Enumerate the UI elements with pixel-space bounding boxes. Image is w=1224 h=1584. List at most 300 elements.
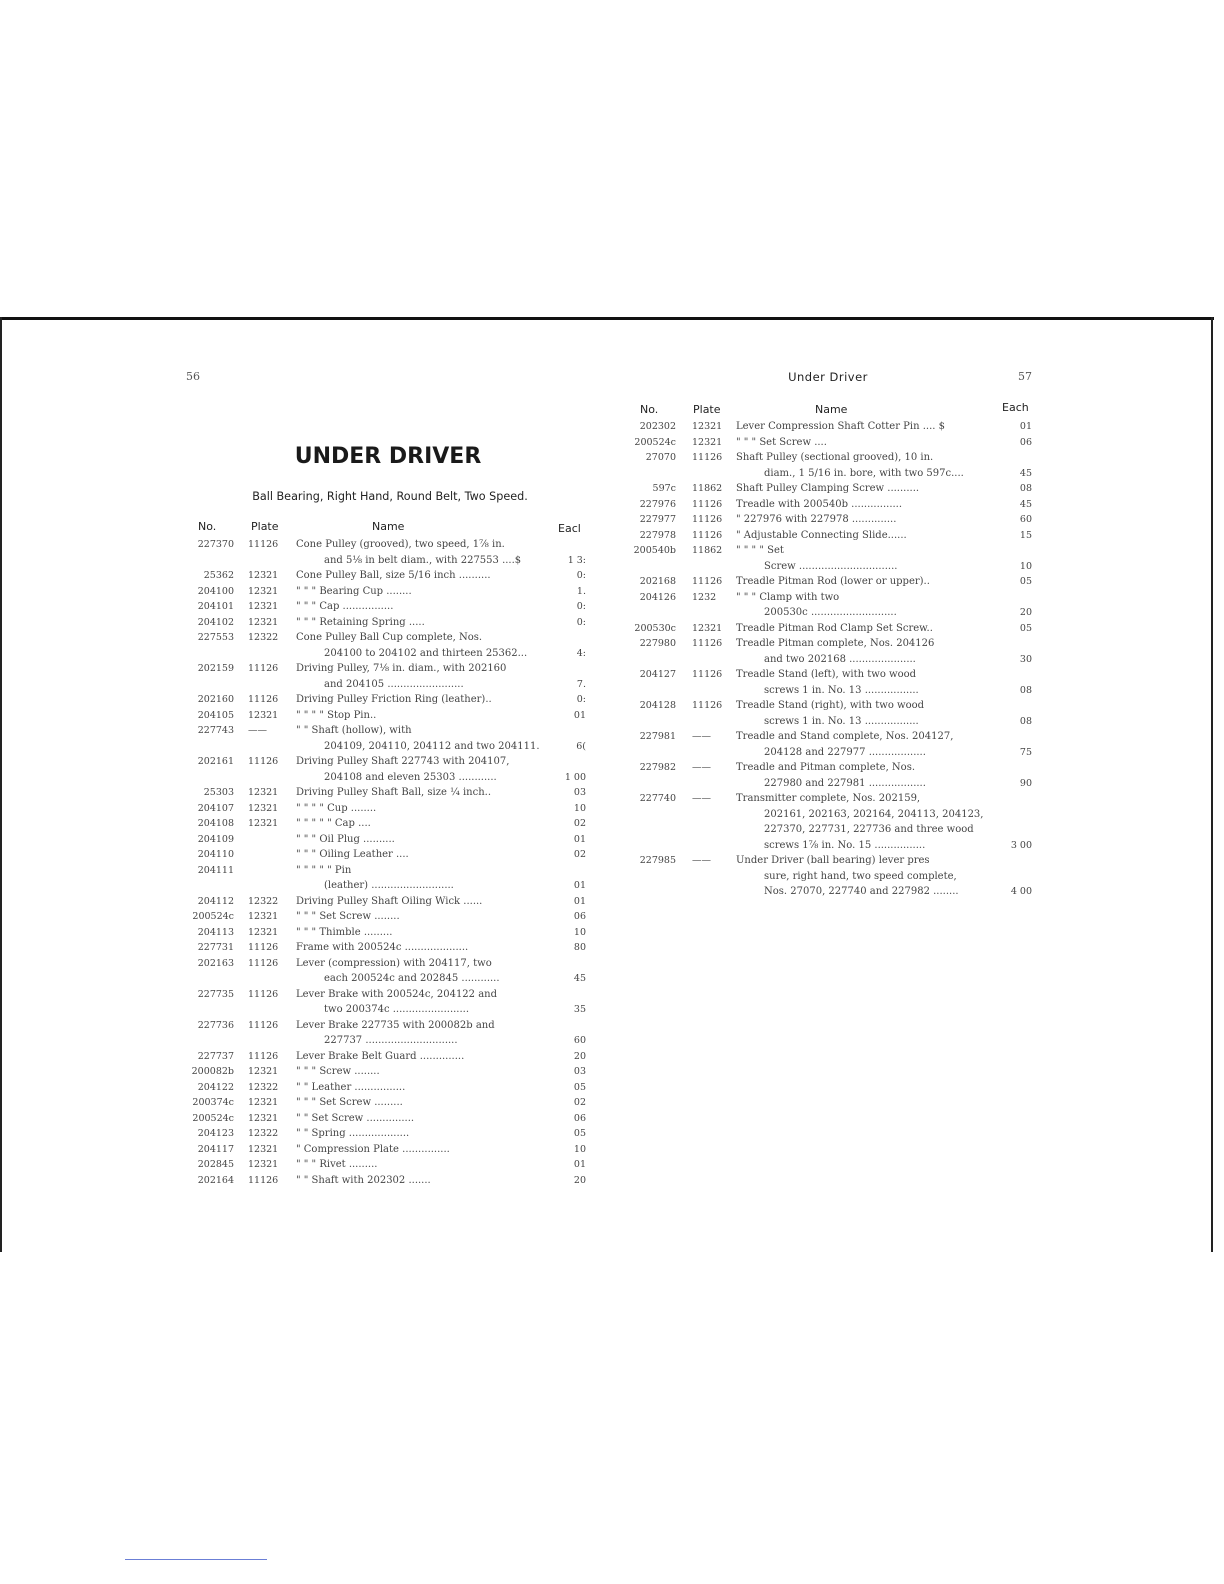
part-number: 25362 (203, 570, 234, 581)
parts-row (190, 1157, 586, 1173)
part-name-line: Treadle Pitman Rod Clamp Set Screw.. (736, 622, 933, 634)
part-name-line: 204108 and eleven 25303 ............ (324, 771, 497, 783)
right-header-plate: Plate (693, 403, 721, 416)
plate-number: 11126 (248, 1019, 279, 1031)
plate-number: 11862 (692, 545, 723, 556)
parts-row (190, 925, 586, 941)
part-price: 01 (1019, 421, 1032, 432)
part-name-line: " " " Oiling Leather .... (296, 849, 409, 860)
part-price: 90 (1019, 777, 1032, 789)
plate-number: 11126 (692, 576, 723, 587)
part-number: 204109 (197, 833, 234, 845)
part-price: 06 (573, 1112, 586, 1124)
plate-number: 12321 (248, 1097, 279, 1108)
parts-row (190, 1142, 586, 1158)
part-price: 02 (573, 849, 586, 860)
part-price: 01 (573, 895, 586, 907)
parts-row (190, 785, 586, 801)
part-price: 10 (1019, 560, 1032, 572)
parts-row (632, 497, 1032, 513)
part-name (736, 512, 992, 528)
part-number: 227976 (639, 498, 676, 510)
plate-number: 11126 (248, 942, 279, 953)
part-price: 60 (1019, 514, 1032, 525)
part-number: 227981 (639, 731, 676, 742)
part-price: 35 (573, 1004, 586, 1015)
part-name (296, 1157, 548, 1173)
parts-row (190, 863, 586, 894)
plate-number: 12322 (248, 1128, 279, 1139)
parts-row (632, 528, 1032, 544)
plate-number: 12321 (248, 709, 279, 721)
plate-number: 12321 (248, 616, 279, 628)
parts-row (190, 940, 586, 956)
part-name (296, 599, 548, 615)
left-header-no: No. (198, 520, 217, 533)
part-number: 202160 (197, 694, 234, 705)
part-name-line: " " " Thimble ......... (296, 926, 393, 938)
right-header-each: Each (1002, 401, 1029, 414)
left-page-number: 56 (186, 370, 200, 383)
plate-number: 11126 (248, 694, 279, 705)
parts-row (632, 450, 1032, 481)
parts-row (190, 1018, 586, 1049)
part-name (296, 909, 548, 925)
part-number: 202302 (639, 421, 676, 432)
page-top-border (0, 317, 1214, 320)
part-price: 45 (1019, 467, 1032, 479)
part-price: 01 (573, 880, 586, 891)
part-price: 02 (573, 1097, 586, 1108)
part-name-line: 204100 to 204102 and thirteen 25362... (324, 647, 528, 659)
parts-row (190, 754, 586, 785)
plate-number: —— (692, 731, 711, 742)
left-header-plate: Plate (251, 520, 279, 533)
part-name (736, 698, 992, 729)
plate-number: 11126 (248, 539, 279, 550)
plate-number: 12321 (692, 622, 723, 634)
part-name (296, 1080, 548, 1096)
part-name (296, 925, 548, 941)
part-price: 4 00 (1010, 886, 1032, 897)
part-name-line: Under Driver (ball bearing) lever pres (736, 855, 930, 866)
plate-number: 11126 (248, 1050, 279, 1062)
part-number: 227977 (639, 514, 676, 525)
part-number: 202164 (197, 1174, 234, 1186)
left-header-each: Eacl (558, 522, 581, 535)
part-name-line: " " " " Set (736, 545, 784, 556)
plate-number: 1232 (692, 591, 717, 603)
part-price: 0: (576, 570, 586, 581)
parts-row (190, 568, 586, 584)
part-name-line: Shaft Pulley Clamping Screw .......... (736, 483, 920, 494)
part-name-line: Lever Brake 227735 with 200082b and (296, 1019, 495, 1031)
part-name-line: Cone Pulley Ball Cup complete, Nos. (296, 632, 483, 643)
part-name-line: " " " " " Cap .... (296, 818, 371, 829)
part-name-line: 227370, 227731, 227736 and three wood (764, 824, 974, 835)
part-name-line: Transmitter complete, Nos. 202159, (736, 793, 921, 804)
parts-row (632, 636, 1032, 667)
part-name-line: 204128 and 227977 .................. (764, 746, 926, 758)
parts-row (632, 698, 1032, 729)
part-name (296, 832, 548, 848)
part-name-line: screws 1⅞ in. No. 15 ................ (764, 839, 926, 851)
part-name-line: " Compression Plate ............... (296, 1143, 450, 1155)
parts-row (632, 667, 1032, 698)
part-name-line: Treadle Stand (right), with two wood (736, 700, 925, 711)
part-name-line: 227980 and 227981 .................. (764, 777, 926, 789)
part-name-line: (leather) .......................... (324, 880, 454, 891)
plate-number: 12322 (248, 632, 279, 643)
part-number: 204108 (197, 818, 234, 829)
part-name-line: two 200374c ........................ (324, 1004, 470, 1015)
part-name-line: Cone Pulley Ball, size 5/16 inch .......... (296, 570, 491, 581)
plate-number: 11126 (692, 514, 723, 525)
part-number: 202168 (639, 576, 676, 587)
plate-number: 12321 (692, 421, 723, 432)
part-number: 227740 (639, 793, 676, 804)
part-number: 227980 (639, 638, 676, 649)
part-name-line: 200530c ........................... (764, 607, 897, 618)
parts-row (632, 543, 1032, 574)
part-number: 227731 (197, 942, 234, 953)
part-name (296, 1142, 548, 1158)
parts-row (190, 1049, 586, 1065)
part-name (296, 584, 548, 600)
part-number: 204117 (197, 1143, 234, 1155)
part-name-line: Driving Pulley Friction Ring (leather).. (296, 694, 492, 705)
parts-row (190, 692, 586, 708)
part-name-line: " " " Retaining Spring ..... (296, 616, 425, 628)
part-number: 204110 (197, 849, 234, 860)
part-name-line: " " " Oil Plug .......... (296, 833, 395, 845)
part-number: 204123 (197, 1128, 234, 1139)
part-name-line: and two 202168 ..................... (764, 653, 916, 665)
part-name (296, 1111, 548, 1127)
part-name (296, 847, 548, 863)
part-name (296, 816, 548, 832)
part-name (736, 760, 992, 791)
parts-row (632, 481, 1032, 497)
parts-row (190, 816, 586, 832)
part-name (736, 435, 992, 451)
parts-row (190, 847, 586, 863)
part-price: 6( (576, 740, 586, 752)
part-price: 0: (576, 616, 586, 628)
plate-number: 12322 (248, 1081, 279, 1093)
parts-row (190, 1126, 586, 1142)
part-name-line: " " " Set Screw .... (736, 436, 827, 448)
part-name-line: " " Spring ................... (296, 1128, 410, 1139)
part-name-line: diam., 1 5/16 in. bore, with two 597c.... (764, 467, 964, 479)
plate-number: 12322 (248, 895, 279, 907)
plate-number: 12321 (248, 787, 279, 798)
part-number: 202161 (197, 756, 234, 767)
parts-row (190, 630, 586, 661)
part-name-line: Cone Pulley (grooved), two speed, 1⅞ in. (296, 539, 505, 550)
part-name-line: Lever Brake with 200524c, 204122 and (296, 988, 498, 1000)
part-name-line: " " " Bearing Cup ........ (296, 585, 412, 597)
part-name-line: " " Shaft with 202302 ....... (296, 1174, 431, 1186)
part-name-line: " " Shaft (hollow), with (296, 725, 412, 736)
part-name (296, 987, 548, 1018)
part-number: 204102 (197, 616, 234, 628)
part-price: 08 (1019, 684, 1032, 696)
part-name (736, 419, 992, 435)
part-name-line: " " Set Screw ............... (296, 1112, 415, 1124)
part-price: 01 (573, 709, 586, 721)
part-price: 20 (573, 1174, 586, 1186)
plate-number: 11126 (692, 498, 723, 510)
left-header-name: Name (372, 520, 405, 533)
part-price: 20 (573, 1050, 586, 1062)
part-name (736, 450, 992, 481)
plate-number: 12321 (692, 436, 723, 448)
plate-number: 12321 (248, 1143, 279, 1155)
part-name (736, 667, 992, 698)
parts-row (190, 909, 586, 925)
part-name (296, 723, 548, 754)
part-number: 204112 (197, 895, 234, 907)
part-price: 0: (576, 694, 586, 705)
part-name-line: " " " Cap ................ (296, 601, 394, 612)
plate-number: 11862 (692, 483, 723, 494)
plate-number: 11126 (248, 988, 279, 1000)
section-title: UNDER DRIVER (294, 444, 482, 469)
part-name-line: Treadle Stand (left), with two wood (736, 669, 917, 680)
part-name-line: Treadle and Stand complete, Nos. 204127, (736, 731, 954, 742)
part-number: 204128 (639, 700, 676, 711)
parts-row (632, 419, 1032, 435)
part-price: 3 00 (1010, 839, 1032, 851)
part-price: 05 (1019, 622, 1032, 634)
plate-number: —— (692, 762, 711, 773)
parts-row (190, 599, 586, 615)
plate-number: 12321 (248, 585, 279, 597)
part-name-line: Frame with 200524c .................... (296, 942, 469, 953)
part-price: 10 (573, 926, 586, 938)
parts-row (190, 615, 586, 631)
part-name (296, 940, 548, 956)
footer-underline (125, 1559, 267, 1560)
part-name (736, 636, 992, 667)
part-name-line: Treadle and Pitman complete, Nos. (736, 762, 916, 773)
part-price: 0: (576, 601, 586, 612)
part-name (736, 590, 992, 621)
part-number: 227982 (639, 762, 676, 773)
part-number: 227370 (197, 539, 234, 550)
part-name (736, 729, 992, 760)
part-price: 1 00 (564, 771, 586, 783)
plate-number: 12321 (248, 802, 279, 814)
part-name (296, 801, 548, 817)
parts-row (190, 1095, 586, 1111)
part-number: 227737 (197, 1050, 234, 1062)
part-name-line: " Adjustable Connecting Slide...... (736, 529, 907, 541)
plate-number: 11126 (692, 529, 723, 541)
parts-row (632, 853, 1032, 900)
part-name (296, 568, 548, 584)
part-name (296, 956, 548, 987)
plate-number: 12321 (248, 1066, 279, 1077)
part-price: 80 (573, 942, 586, 953)
parts-row (190, 537, 586, 568)
part-price: 08 (1019, 483, 1032, 494)
part-name (296, 1018, 548, 1049)
parts-row (190, 894, 586, 910)
plate-number: —— (692, 855, 711, 866)
part-number: 200524c (192, 1112, 234, 1124)
part-name (296, 615, 548, 631)
part-name-line: Lever Brake Belt Guard .............. (296, 1050, 465, 1062)
part-name-line: sure, right hand, two speed complete, (764, 870, 957, 882)
plate-number: 11126 (692, 669, 723, 680)
part-price: 02 (573, 818, 586, 829)
part-number: 204100 (197, 585, 234, 597)
right-page-number: 57 (1018, 370, 1032, 383)
plate-number: 11126 (692, 700, 723, 711)
part-name-line: screws 1 in. No. 13 ................. (764, 684, 919, 696)
part-name-line: " " Leather ................ (296, 1081, 406, 1093)
part-price: 03 (573, 787, 586, 798)
part-price: 10 (573, 802, 586, 814)
plate-number: 12321 (248, 570, 279, 581)
part-name (736, 791, 992, 853)
part-price: 06 (573, 911, 586, 922)
part-name (736, 497, 992, 513)
parts-row (632, 791, 1032, 853)
part-number: 200540b (633, 545, 676, 556)
parts-row (632, 729, 1032, 760)
part-name-line: " " " " Cup ........ (296, 802, 377, 814)
part-price: 10 (573, 1143, 586, 1155)
part-name (736, 853, 992, 900)
parts-row (632, 590, 1032, 621)
right-header-name: Name (815, 403, 848, 416)
part-number: 200530c (634, 622, 676, 634)
part-number: 227978 (639, 529, 676, 541)
parts-row (190, 661, 586, 692)
plate-number: 12321 (248, 911, 279, 922)
part-number: 200524c (192, 911, 234, 922)
parts-row (190, 708, 586, 724)
parts-row (190, 801, 586, 817)
part-price: 20 (1019, 607, 1032, 618)
part-number: 204105 (197, 709, 234, 721)
part-name-line: Lever Compression Shaft Cotter Pin .... $ (736, 421, 945, 432)
plate-number: 11126 (248, 663, 279, 674)
part-price: 30 (1019, 653, 1032, 665)
part-name-line: Shaft Pulley (sectional grooved), 10 in. (736, 452, 934, 463)
plate-number: 11126 (248, 957, 279, 969)
part-number: 227985 (639, 855, 676, 866)
section-subtitle: Ball Bearing, Right Hand, Round Belt, Two Speed. (252, 490, 528, 503)
plate-number: —— (248, 725, 267, 736)
part-number: 204126 (639, 591, 676, 603)
part-name-line: " " " Clamp with two (736, 591, 840, 603)
part-price: 15 (1019, 529, 1032, 541)
part-number: 202163 (197, 957, 234, 969)
part-name (736, 528, 992, 544)
plate-number: —— (692, 793, 711, 804)
part-price: 1 3: (567, 554, 586, 566)
part-name (296, 785, 548, 801)
part-name (296, 754, 548, 785)
parts-row (632, 760, 1032, 791)
part-name-line: Driving Pulley Shaft Ball, size ¼ inch.. (296, 787, 491, 798)
part-name-line: each 200524c and 202845 ............ (324, 973, 500, 984)
part-name (296, 708, 548, 724)
part-name (296, 1049, 548, 1065)
part-name (296, 894, 548, 910)
part-price: 45 (1019, 498, 1032, 510)
part-number: 27070 (645, 452, 676, 463)
part-name-line: " " " Rivet ......... (296, 1159, 378, 1170)
parts-list-right (632, 419, 1032, 900)
page-right-border (1211, 317, 1213, 1252)
plate-number: 11126 (248, 756, 279, 767)
parts-row (190, 584, 586, 600)
part-name-line: Nos. 27070, 227740 and 227982 ........ (764, 886, 959, 897)
part-name-line: " " " Set Screw ........ (296, 911, 400, 922)
parts-list-left (190, 537, 586, 1188)
part-name (296, 1095, 548, 1111)
part-number: 204122 (197, 1081, 234, 1093)
part-name-line: Driving Pulley, 7⅛ in. diam., with 202160 (296, 663, 507, 674)
part-name (736, 543, 992, 574)
part-name-line: " " " Screw ........ (296, 1066, 380, 1077)
plate-number: 12321 (248, 926, 279, 938)
plate-number: 12321 (248, 1112, 279, 1124)
part-number: 204107 (197, 802, 234, 814)
parts-row (632, 574, 1032, 590)
parts-row (190, 723, 586, 754)
right-header-no: No. (640, 403, 659, 416)
part-price: 05 (573, 1128, 586, 1139)
part-number: 227735 (197, 988, 234, 1000)
plate-number: 12321 (248, 601, 279, 612)
part-number: 200524c (634, 436, 676, 448)
plate-number: 11126 (248, 1174, 279, 1186)
part-price: 01 (573, 1159, 586, 1170)
part-name-line: Treadle Pitman complete, Nos. 204126 (736, 638, 935, 649)
part-name (296, 1126, 548, 1142)
parts-row (190, 1111, 586, 1127)
part-price: 05 (1019, 576, 1032, 587)
part-number: 204101 (197, 601, 234, 612)
part-number: 227743 (197, 725, 234, 736)
plate-number: 12321 (248, 818, 279, 829)
part-name (296, 630, 548, 661)
parts-row (632, 621, 1032, 637)
part-name-line: and 5⅛ in belt diam., with 227553 ....$ (324, 554, 522, 566)
part-name-line: " " " " " Pin (296, 864, 352, 876)
part-name-line: Screw ............................... (764, 560, 898, 572)
part-number: 25303 (203, 787, 234, 798)
part-name-line: 227737 ............................. (324, 1035, 458, 1046)
parts-row (632, 512, 1032, 528)
part-name (296, 661, 548, 692)
parts-row (190, 832, 586, 848)
part-name-line: and 204105 ........................ (324, 678, 464, 690)
part-price: 75 (1019, 746, 1032, 758)
part-price: 45 (573, 973, 586, 984)
part-price: 08 (1019, 715, 1032, 727)
part-price: 1. (576, 585, 586, 597)
part-name-line: Treadle Pitman Rod (lower or upper).. (736, 576, 930, 587)
part-name-line: Driving Pulley Shaft 227743 with 204107, (296, 756, 510, 767)
part-number: 204111 (197, 864, 234, 876)
